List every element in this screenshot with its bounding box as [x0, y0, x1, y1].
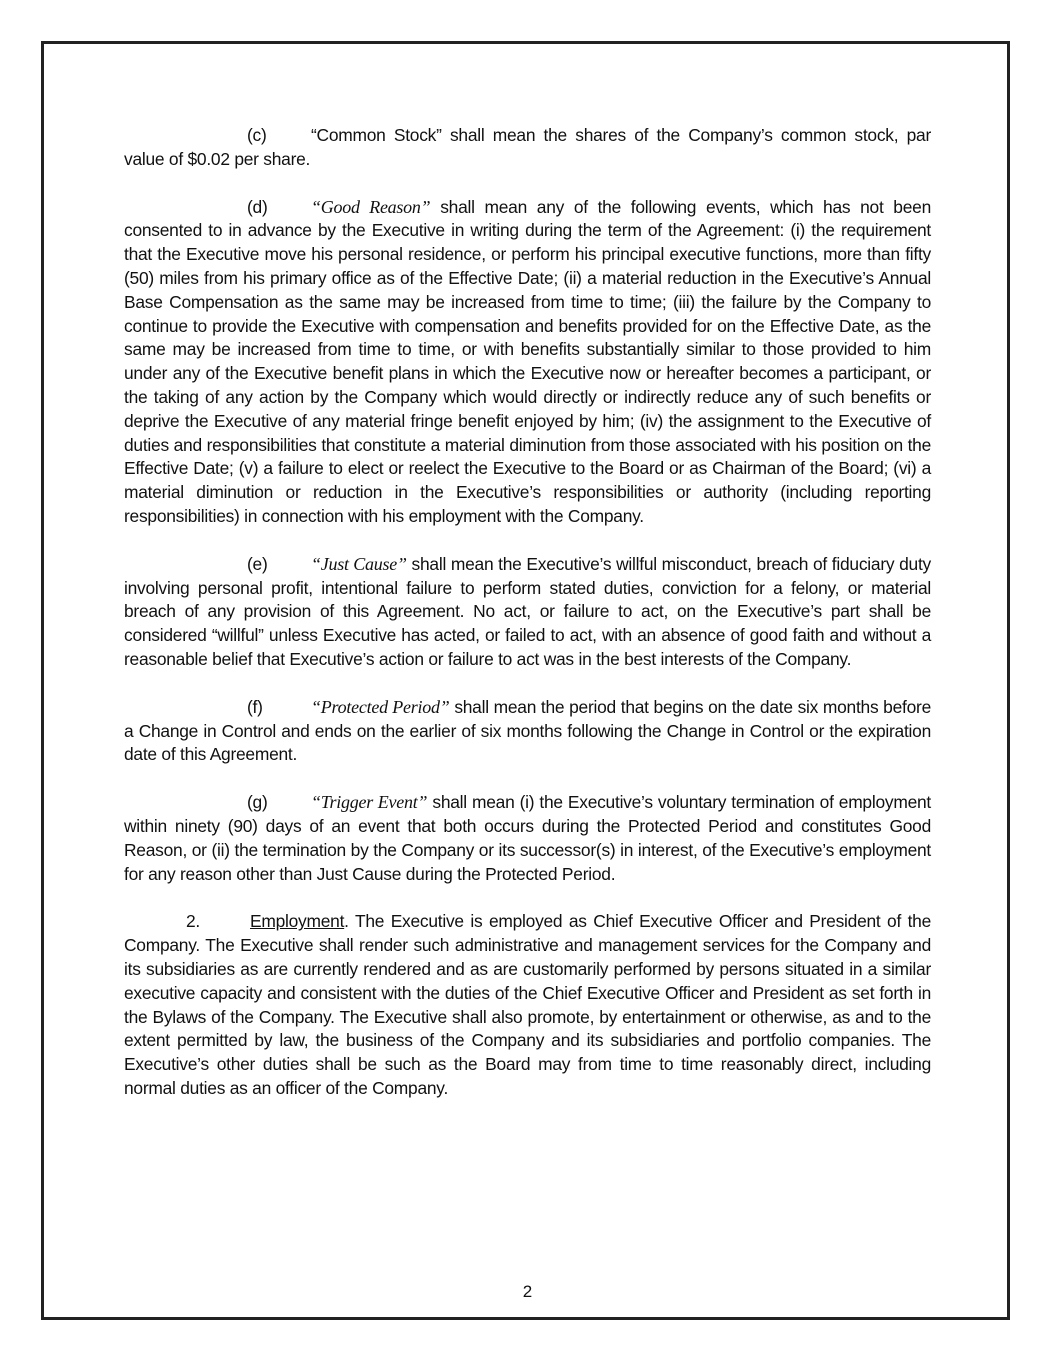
section-number: 2. [186, 911, 201, 932]
paragraph-label: (f) [247, 696, 263, 717]
defined-term: “Good Reason” [311, 196, 431, 217]
defined-term: “Trigger Event” [311, 792, 428, 813]
definition-text: shall mean (i) the Executive’s voluntary termination of employment within ninety (90) days of an event that both occurs during the Protected Period and constitutes Good Reason, or (ii) the termination by the Company or its successor(s) in interest, of the Executive’s employment for any reason other than Just Cause during the Protected Period. [124, 792, 931, 884]
section-employment [124, 910, 931, 1100]
page-number: 2 [522, 1282, 533, 1301]
definition-just-cause [124, 553, 931, 672]
definition-text: shall mean any of the following events, which has not been consented to in advance by the Executive in writing during the term of the Agreement: (i) the requirement that the Executive move his personal residence, or perform his principal executive functions, more than fifty (50) miles from his primary office as of the Effective Date; (ii) a material reduction in the Executive’s Annual Base Compensation as the same may be increased from time to time; (iii) the failure by the Company to continue to provide the Executive with compensation and benefits provided for on the Effective Date, as the same may be increased from time to time, or with benefits substantially similar to those provided to him under any of the Executive benefit plans in which the Executive now or hereafter becomes a participant, or the taking of any action by the Company which would directly or indirectly reduce any of such benefits or deprive the Executive of any material fringe benefit enjoyed by him; (iv) the assignment to the Executive of duties and responsibilities that constitute a material diminution from those associated with his position on the Effective Date; (v) a failure to elect or reelect the Executive to the Board or as Chairman of the Board; (vi) a material diminution or reduction in the Executive’s responsibilities or authority (including reporting responsibilities) in connection with his employment with the Company. [124, 196, 931, 526]
definition-text: shall mean the Executive’s willful misconduct, breach of fiduciary duty involving personal profit, intentional failure to perform stated duties, conviction for a felony, or material breach of any provision of this Agreement. No act, or failure to act, on the Executive’s part shall be considered “willful” unless Executive has acted, or failed to act, with an absence of good faith and without a reasonable belief that Executive’s action or failure to act was in the best interests of the Company. [124, 553, 931, 669]
definition-good-reason [124, 196, 931, 529]
section-heading: Employment [250, 911, 345, 932]
paragraph-label: (d) [247, 196, 268, 217]
paragraph-label: (c) [247, 125, 267, 145]
section-text: . The Executive is employed as Chief Executive Officer and President of the Company. The Executive shall render such administrative and management services for the Company and its subsidiaries as are currently rendered and as are customarily performed by persons situated in a similar executive capacity and consistent with the duties of the Chief Executive Officer and President as set forth in the Bylaws of the Company. The Executive shall also promote, by entertainment or otherwise, as and to the extent permitted by law, the business of the Company and its subsidiaries and portfolio companies. The Executive’s other duties shall be such as the Board may from time to time reasonably direct, including normal duties as an officer of the Company. [124, 911, 931, 1098]
defined-term: “Common Stock” [311, 125, 442, 145]
paragraph-label: (e) [247, 553, 268, 574]
defined-term: “Just Cause” [311, 553, 407, 574]
paragraph-label: (g) [247, 792, 268, 813]
definition-protected-period [124, 696, 931, 767]
defined-term: “Protected Period” [311, 696, 450, 717]
definition-text: shall mean the period that begins on the date six months before a Change in Control and ends on the earlier of six months following the Change in Control or the expiration date of this Agreement. [124, 696, 931, 765]
definition-text: shall mean the shares of the Company’s common stock, par value of $0.02 per share. [124, 125, 931, 169]
document-body [124, 124, 931, 1125]
definition-trigger-event [124, 791, 931, 886]
definition-common-stock [124, 124, 931, 172]
